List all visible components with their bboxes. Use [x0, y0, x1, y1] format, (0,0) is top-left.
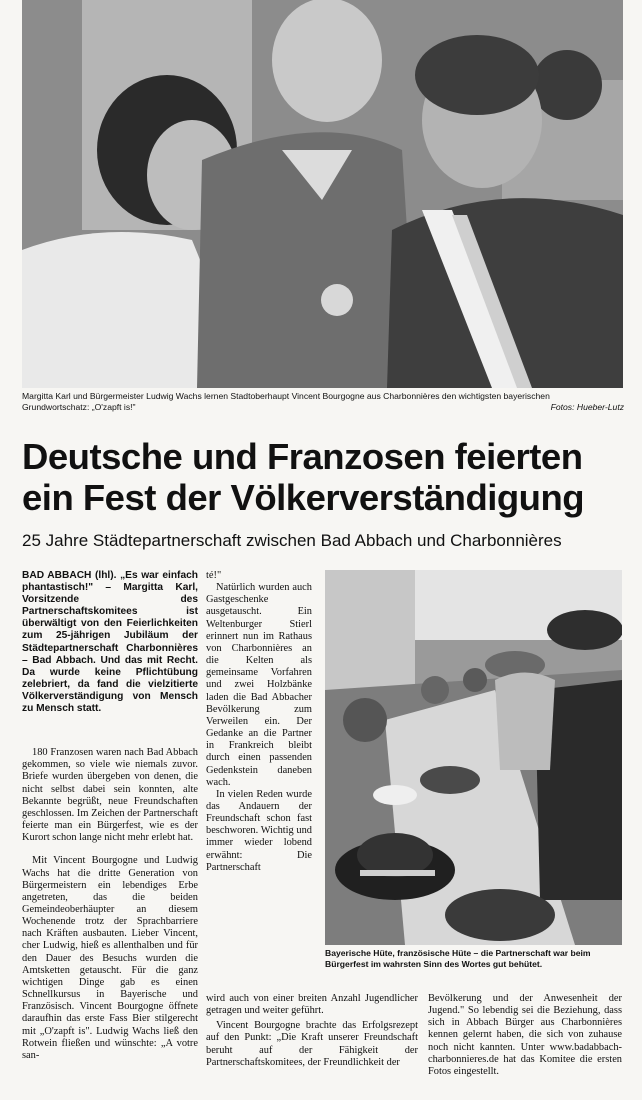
body-paragraph: Vincent Bourgogne brachte das Erfolgsrezept auf den Punkt: „Die Kraft unserer Freundschaft beruht auf der Fähigkeit der Partnerschaftskomitees, der Freundlichkeit der: [206, 1020, 418, 1068]
article-column-2: [206, 570, 312, 958]
side-photo-image: [325, 570, 622, 945]
side-photo-caption: Bayerische Hüte, französische Hüte – die Partnerschaft war beim Bürgerfest im wahrsten Sinn des Wortes gut behütet.: [325, 948, 591, 969]
article-column-2-continued: [206, 993, 418, 1097]
headline-line-2: ein Fest der Völkerverständigung: [22, 477, 585, 518]
body-paragraph: wird auch von einer breiten Anzahl Jugendlicher getragen und weiter geführt.: [206, 993, 418, 1017]
body-paragraph: Mit Vincent Bourgogne und Ludwig Wachs hat die dritte Generation von Bürgermeistern ein lebendiges Erbe angetreten, das die beiden Gemeindeoberhäupter an diesem Wochenende trotz der Sprachbarriere nach Kräften ausbauten. Lieber Vincent, cher Ludwig, hieß es allenthalben und für den Dauer des Besuchs wurden die Amtsketten getauscht. Für die ganz wichtigen Dinge gab es einen Schnellkursus in Bayerische und Französisch. Vincent Bourgogne öffnete daraufhin das erste Fass Bier stilgerecht mit „O'zapft is". Ludwig Wachs ließ den Rotwein fließen und wünschte: „A votre san-: [22, 855, 198, 1061]
body-paragraph: té!": [206, 570, 222, 581]
article-column-1: [22, 570, 198, 1097]
body-paragraph: Natürlich wurden auch Gastgeschenke ausgetauscht. Ein Weltenburger Stierl erinnert nun im Rathaus von Charbonnières an die Kelten als gemeinsame Vorfahren und zwei Holzbänke laden die Bad Abbacher Bevölkerung zum Verweilen ein. Der Gedanke an die Partner in Frankreich bleibt durch einen passenden Gedenkstein daneben wach.: [206, 582, 312, 788]
top-photo-image: [22, 0, 623, 388]
body-paragraph: Bevölkerung und der Anwesenheit der Jugend." So lebendig sei die Beziehung, dass sich in Abbach Bürger aus Charbonnières kennen gelernt haben, die sich von zuhause noch nicht kannten. Unter www.badabbach-charbonnieres.de hat das Komitee die ersten Fotos eingestellt.: [428, 993, 622, 1077]
body-paragraph: 180 Franzosen waren nach Bad Abbach gekommen, so viele wie niemals zuvor. Briefe wurden übergeben von denen, die nicht selbst dabei sein konnten, alte Bekannte begrüßt, neue Freundschaften geschlossen. Im Zeichen der Partnerschaft feierte man ein Bürgerfest, wie es der Kurort schon lange nicht mehr erlebt hat.: [22, 747, 198, 844]
top-photo: [22, 0, 623, 388]
article-column-3: [428, 993, 622, 1097]
subheadline: 25 Jahre Städtepartnerschaft zwischen Bad Abbach und Charbonnières: [22, 531, 562, 550]
side-photo: [325, 570, 622, 945]
top-photo-caption: Margitta Karl und Bürgermeister Ludwig Wachs lernen Stadtoberhaupt Vincent Bourgogne aus Charbonnières den wichtigsten bayerischen Grundwortschatz: „O'zapft is!": [22, 391, 550, 412]
article-lead: [22, 570, 198, 715]
body-paragraph: In vielen Reden wurde das Andauern der Freundschaft schon fast beschworen. Wichtig und immer wieder lobend erwähnt: Die Partnerschaft: [206, 788, 312, 873]
headline-line-1: Deutsche und Franzosen feierten: [22, 436, 583, 477]
lead-paragraph: BAD ABBACH (lhl). „Es war einfach phantastisch!" – Margitta Karl, Vorsitzende des Partnerschaftskomitees ist überwältigt von den Feierlichkeiten zum 25-jährigen Jubiläum der Städtepartnerschaft Charbonnières – Bad Abbach. Und das mit Recht. Da wurde keine Pflichtübung zelebriert, da fand die vielzitierte Völkerverständigung von Mensch zu Mensch statt.: [22, 570, 198, 715]
photo-credit: Fotos: Hueber-Lutz: [550, 402, 624, 412]
